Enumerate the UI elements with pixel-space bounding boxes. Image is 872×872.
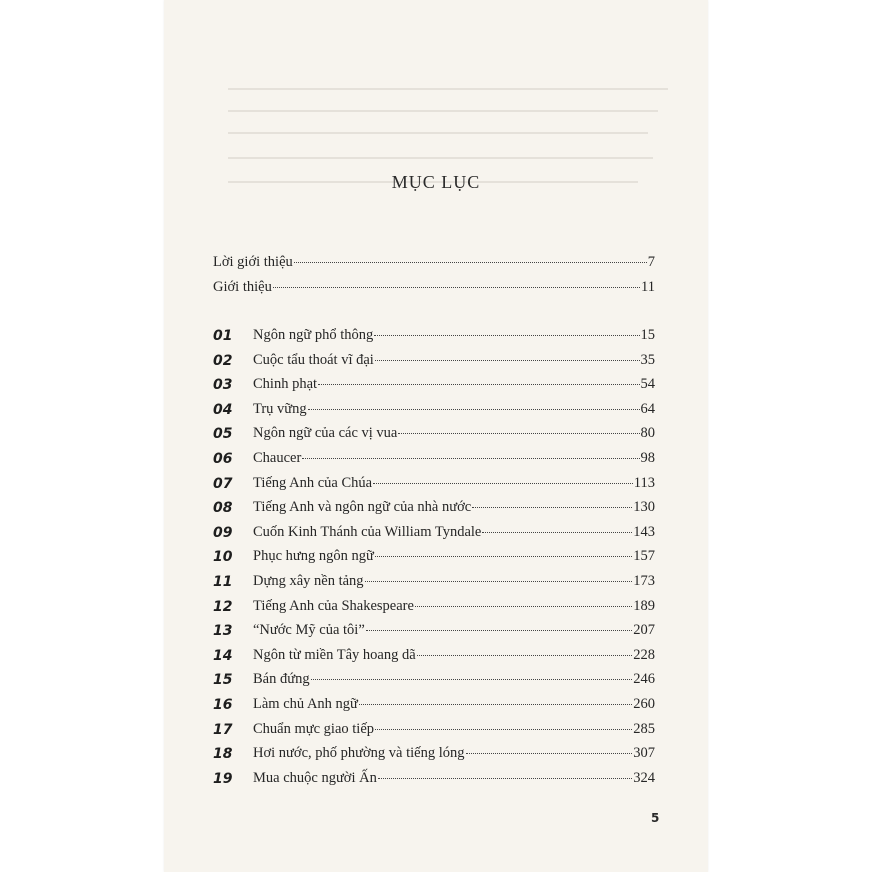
chapter-page: 189 <box>633 598 655 614</box>
toc-chapter-entry[interactable] <box>253 524 655 541</box>
dot-leader <box>318 384 639 385</box>
chapter-title: “Nước Mỹ của tôi” <box>253 622 365 638</box>
chapter-page: 207 <box>633 622 655 638</box>
dot-leader <box>375 556 632 557</box>
chapter-page: 173 <box>633 573 655 589</box>
chapter-page: 228 <box>633 647 655 663</box>
chapter-page: 324 <box>633 770 655 786</box>
toc-chapter-entry[interactable] <box>253 770 655 787</box>
toc-entry-title: Lời giới thiệu <box>213 254 293 270</box>
chapter-number: 08 <box>213 500 233 516</box>
chapter-title: Cuốn Kinh Thánh của William Tyndale <box>253 524 482 540</box>
dot-leader <box>308 409 640 410</box>
dot-leader <box>311 679 633 680</box>
chapter-number: 15 <box>213 672 233 688</box>
chapter-number: 04 <box>213 402 233 418</box>
toc-chapter-entry[interactable] <box>253 598 655 615</box>
dot-leader <box>378 778 632 779</box>
toc-chapter-entry[interactable] <box>253 450 655 467</box>
toc-chapter-entry[interactable] <box>253 696 655 713</box>
toc-chapter-entry[interactable] <box>253 352 655 369</box>
dot-leader <box>375 729 632 730</box>
chapter-title: Tiếng Anh và ngôn ngữ của nhà nước <box>253 499 472 515</box>
toc-front-entry[interactable] <box>213 254 655 271</box>
toc-chapter-entry[interactable] <box>253 647 655 664</box>
bleed-through-line <box>228 157 653 159</box>
chapter-title: Ngôn ngữ của các vị vua <box>253 425 398 441</box>
chapter-page: 54 <box>640 376 655 392</box>
bleed-through-line <box>228 110 658 112</box>
dot-leader <box>365 581 633 582</box>
chapter-number: 10 <box>213 549 233 565</box>
toc-chapter-entry[interactable] <box>253 499 655 516</box>
dot-leader <box>398 433 639 434</box>
page-number: 5 <box>651 811 660 825</box>
dot-leader <box>366 630 632 631</box>
chapter-number: 13 <box>213 623 233 639</box>
bleed-through-line <box>228 132 648 134</box>
chapter-page: 130 <box>633 499 655 515</box>
chapter-number: 19 <box>213 771 233 787</box>
toc-entry-page: 11 <box>641 279 655 295</box>
chapter-number: 11 <box>213 574 233 590</box>
chapter-page: 143 <box>633 524 655 540</box>
toc-front-entry[interactable] <box>213 279 655 296</box>
chapter-number: 17 <box>213 722 233 738</box>
toc-chapter-entry[interactable] <box>253 401 655 418</box>
chapter-title: Bán đứng <box>253 671 310 687</box>
dot-leader <box>417 655 633 656</box>
chapter-number: 18 <box>213 746 233 762</box>
dot-leader <box>302 458 639 459</box>
chapter-number: 14 <box>213 648 233 664</box>
dot-leader <box>415 606 632 607</box>
chapter-page: 157 <box>633 548 655 564</box>
chapter-page: 113 <box>633 475 655 491</box>
chapter-title: Mua chuộc người Ấn <box>253 770 377 786</box>
toc-chapter-entry[interactable] <box>253 745 655 762</box>
toc-chapter-entry[interactable] <box>253 548 655 565</box>
bleed-through-line <box>228 88 668 90</box>
toc-chapter-entry[interactable] <box>253 327 655 344</box>
chapter-number: 01 <box>213 328 233 344</box>
chapter-title: Tiếng Anh của Shakespeare <box>253 598 414 614</box>
chapter-page: 246 <box>633 671 655 687</box>
chapter-number: 02 <box>213 353 233 369</box>
chapter-title: Làm chủ Anh ngữ <box>253 696 358 712</box>
toc-chapter-entry[interactable] <box>253 671 655 688</box>
dot-leader <box>374 335 639 336</box>
chapter-title: Phục hưng ngôn ngữ <box>253 548 374 564</box>
dot-leader <box>359 704 632 705</box>
toc-entry-title: Giới thiệu <box>213 279 272 295</box>
toc-entry-page: 7 <box>647 254 655 270</box>
chapter-number: 09 <box>213 525 233 541</box>
chapter-title: Ngôn từ miền Tây hoang dã <box>253 647 416 663</box>
chapter-page: 15 <box>640 327 655 343</box>
toc-chapter-entry[interactable] <box>253 425 655 442</box>
chapter-number: 07 <box>213 476 233 492</box>
chapter-page: 98 <box>640 450 655 466</box>
chapter-number: 16 <box>213 697 233 713</box>
chapter-page: 307 <box>633 745 655 761</box>
chapter-title: Chuẩn mực giao tiếp <box>253 721 375 737</box>
dot-leader <box>466 753 633 754</box>
chapter-title: Trụ vững <box>253 401 307 417</box>
chapter-title: Ngôn ngữ phổ thông <box>253 327 374 343</box>
chapter-number: 05 <box>213 426 233 442</box>
chapter-title: Cuộc tẩu thoát vĩ đại <box>253 352 374 368</box>
chapter-page: 285 <box>633 721 655 737</box>
chapter-title: Dựng xây nền tảng <box>253 573 364 589</box>
chapter-page: 260 <box>633 696 655 712</box>
toc-chapter-entry[interactable] <box>253 721 655 738</box>
toc-chapter-entry[interactable] <box>253 475 655 492</box>
chapter-number: 06 <box>213 451 233 467</box>
dot-leader <box>472 507 632 508</box>
dot-leader <box>294 262 647 263</box>
page-title: MỤC LỤC <box>391 172 481 192</box>
chapter-number: 12 <box>213 599 233 615</box>
chapter-title: Tiếng Anh của Chúa <box>253 475 373 491</box>
chapter-title: Hơi nước, phố phường và tiếng lóng <box>253 745 465 761</box>
chapter-page: 64 <box>640 401 655 417</box>
chapter-page: 35 <box>640 352 655 368</box>
chapter-number: 03 <box>213 377 233 393</box>
dot-leader <box>373 483 633 484</box>
dot-leader <box>273 287 640 288</box>
chapter-title: Chinh phạt <box>253 376 318 392</box>
toc-chapter-entry[interactable] <box>253 622 655 639</box>
dot-leader <box>482 532 632 533</box>
chapter-title: Chaucer <box>253 450 302 466</box>
toc-chapter-entry[interactable] <box>253 573 655 590</box>
dot-leader <box>375 360 640 361</box>
toc-chapter-entry[interactable] <box>253 376 655 393</box>
chapter-page: 80 <box>640 425 655 441</box>
